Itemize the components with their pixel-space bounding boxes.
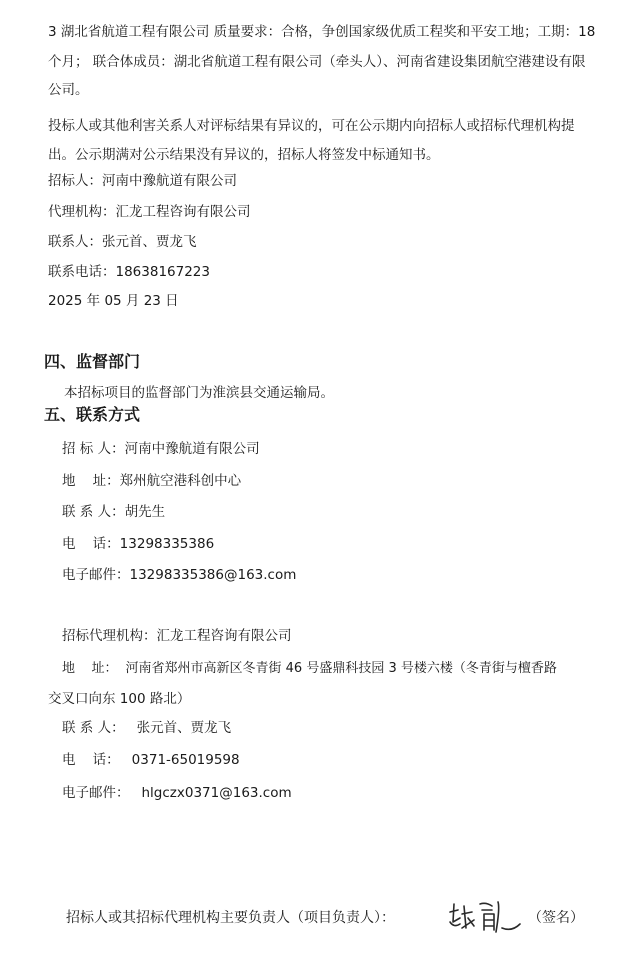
label: 联 系 人： xyxy=(62,720,125,736)
agency-phone-row xyxy=(62,751,240,769)
label: 地 址： xyxy=(62,661,118,676)
agency-contact: 张元首、贾龙飞 xyxy=(136,720,232,736)
tenderer-address: 郑州航空港科创中心 xyxy=(119,473,242,489)
label: 电 话： xyxy=(62,536,120,552)
label: 地 址： xyxy=(62,473,120,489)
summary-tenderer: 招标人：河南中豫航道有限公司 xyxy=(48,173,237,189)
agency-name-row xyxy=(62,627,292,645)
tenderer-email-row xyxy=(62,566,296,584)
tenderer-name: 河南中豫航道有限公司 xyxy=(124,441,260,457)
tenderer-contact-row xyxy=(62,503,165,521)
agency-contact-row xyxy=(62,719,231,737)
signature-label: 招标人或其招标代理机构主要负责人（项目负责人）： xyxy=(66,910,395,926)
agency-address-row xyxy=(62,660,557,678)
tenderer-contact: 胡先生 xyxy=(124,504,166,520)
objection-line-2: 出。公示期满对公示结果没有异议的，招标人将签发中标通知书。 xyxy=(48,147,440,163)
label: 电子邮件： xyxy=(62,567,130,583)
handwritten-signature xyxy=(446,898,526,940)
section-5-heading: 五、联系方式 xyxy=(44,405,141,424)
signature-stroke xyxy=(446,898,526,936)
result-line-3: 公司。 xyxy=(48,82,89,98)
tenderer-email: 13298335386@163.com xyxy=(129,567,297,583)
summary-phone: 联系电话：18638167223 xyxy=(48,264,210,280)
section-4-heading: 四、监督部门 xyxy=(44,352,141,371)
agency-email-row xyxy=(62,784,292,802)
section-4-body: 本招标项目的监督部门为淮滨县交通运输局。 xyxy=(64,385,334,401)
label: 招标代理机构： xyxy=(62,628,157,644)
agency-address-line-2: 交叉口向东 100 路北） xyxy=(48,691,191,707)
result-line-1: 3 湖北省航道工程有限公司 质量要求：合格，争创国家级优质工程奖和平安工地；工期：18 xyxy=(48,24,596,40)
tenderer-phone: 13298335386 xyxy=(119,536,215,552)
label: 电 话： xyxy=(62,752,120,768)
summary-agency: 代理机构：汇龙工程咨询有限公司 xyxy=(48,204,251,220)
agency-email: hlgczx0371@163.com xyxy=(141,785,292,801)
label: 联 系 人： xyxy=(62,504,125,520)
summary-date: 2025 年 05 月 23 日 xyxy=(48,293,179,309)
tenderer-name-row xyxy=(62,440,260,458)
result-line-2: 个月； 联合体成员：湖北省航道工程有限公司（牵头人）、河南省建设集团航空港建设有限 xyxy=(48,54,586,70)
label: 招 标 人： xyxy=(62,441,125,457)
agency-phone: 0371-65019598 xyxy=(131,752,240,768)
tenderer-address-row xyxy=(62,472,241,490)
agency-name: 汇龙工程咨询有限公司 xyxy=(156,628,292,644)
objection-line-1: 投标人或其他利害关系人对评标结果有异议的，可在公示期内向招标人或招标代理机构提 xyxy=(48,118,575,134)
label: 电子邮件： xyxy=(62,785,130,801)
signature-suffix: （签名） xyxy=(528,910,584,926)
agency-address: 河南省郑州市高新区冬青街 46 号盛鼎科技园 3 号楼六楼（冬青街与檀香路 xyxy=(125,661,557,676)
summary-contact: 联系人：张元首、贾龙飞 xyxy=(48,234,197,250)
tenderer-phone-row xyxy=(62,535,214,553)
